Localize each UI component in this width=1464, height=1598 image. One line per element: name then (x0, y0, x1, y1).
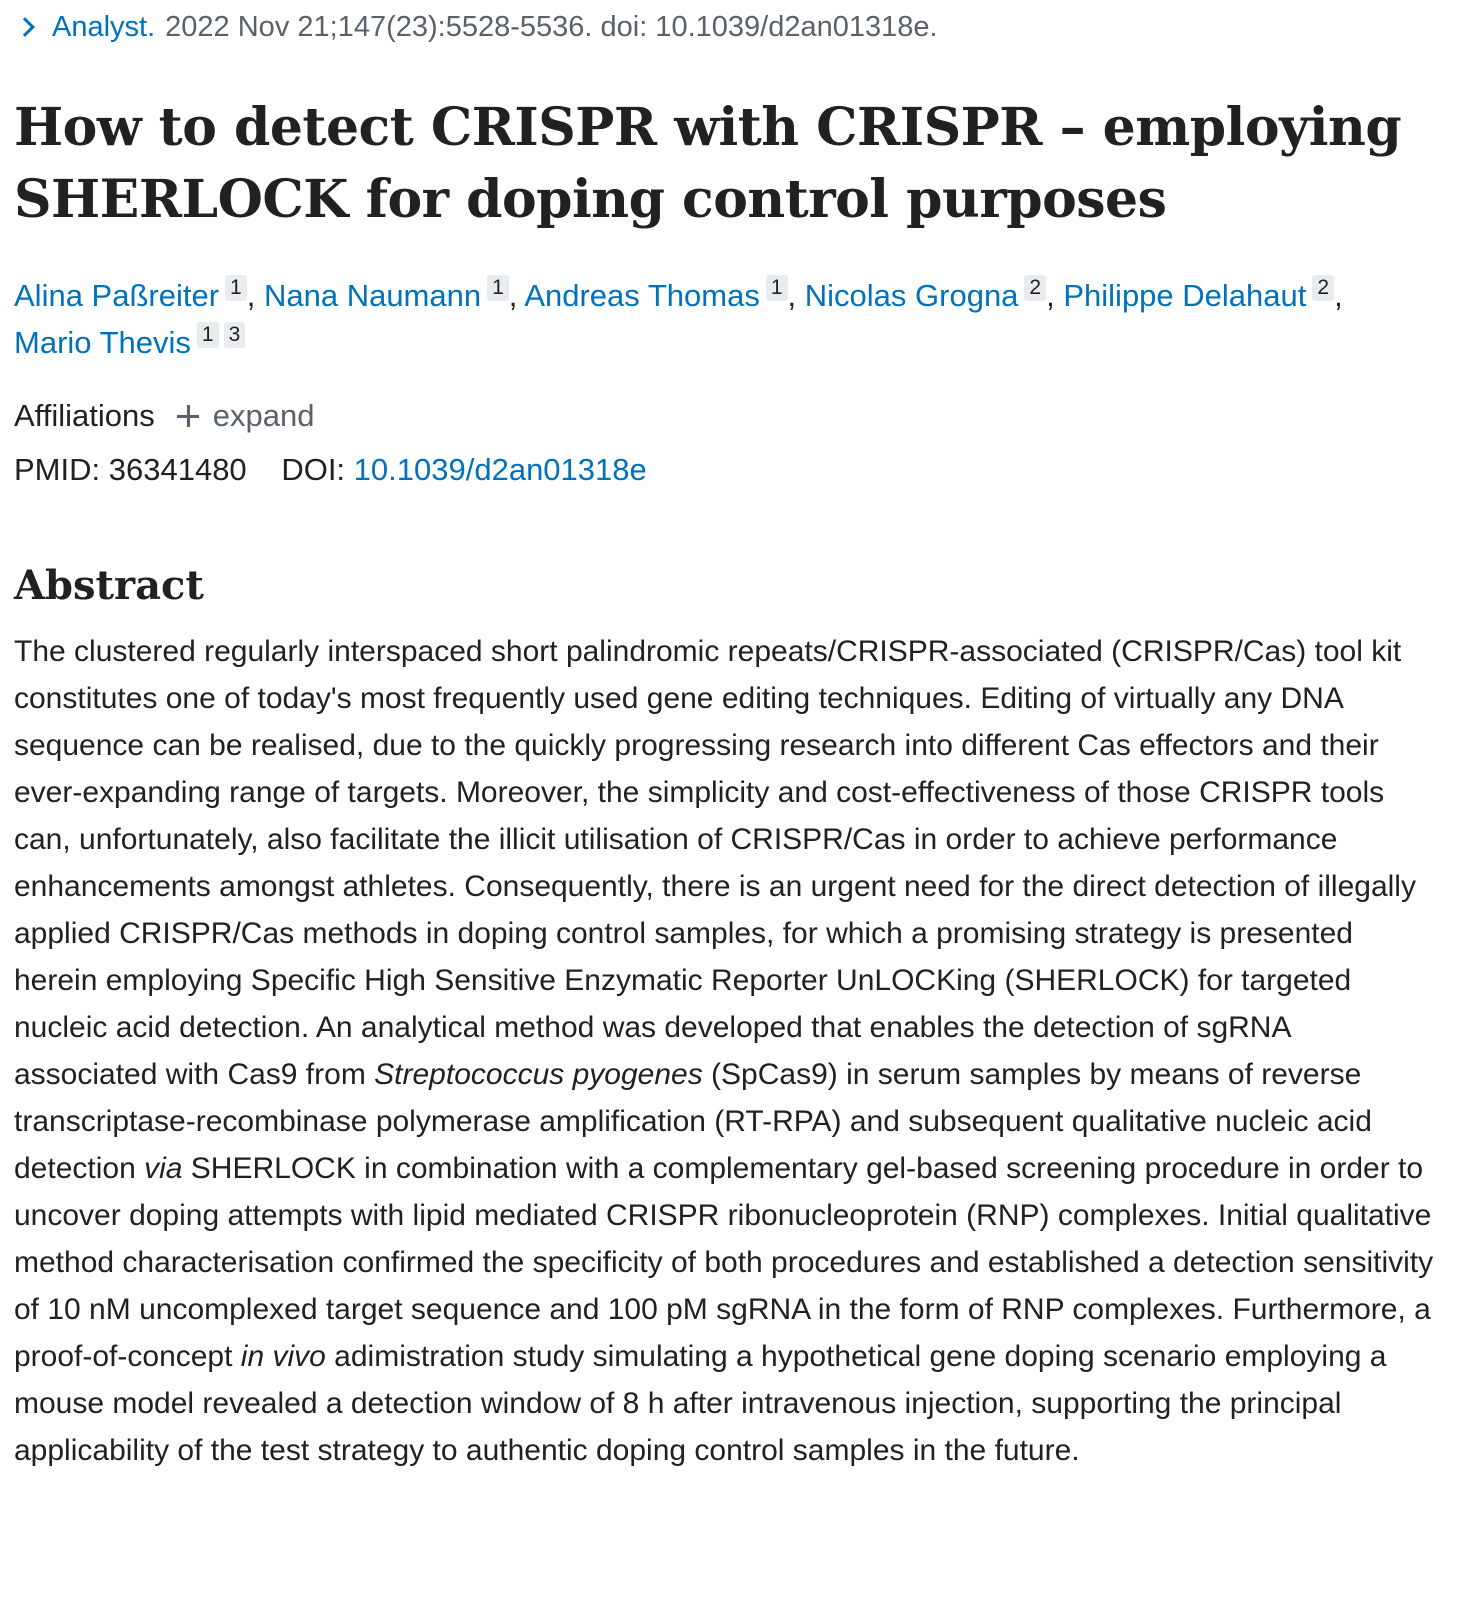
affiliation-ref[interactable]: 1 (766, 275, 788, 301)
affiliation-ref[interactable]: 1 (197, 322, 219, 348)
expand-affiliations-button[interactable] (177, 394, 315, 438)
abstract-body (14, 628, 1434, 1474)
author-link[interactable]: Andreas Thomas (524, 278, 760, 313)
author-item (14, 325, 245, 360)
expand-label: expand (212, 398, 315, 433)
author-item: Andreas Thomas 1 , (524, 276, 797, 313)
abstract-text: The clustered regularly interspaced short palindromic repeats/CRISPR-associated (CRISPR/Cas) tool kit constitutes one of today's most frequently used gene editing techniques. Editing of virtually any DNA sequence can be realised, due to the quickly progressing research into different Cas effectors and their ever-expanding range of targets. Moreover, the simplicity and cost-effectiveness of those CRISPR tools can, unfortunately, also facilitate the illicit utilisation of CRISPR/Cas in order to achieve performance enhancements amongst athletes. Consequently, there is an urgent need for the direct detection of illegally applied CRISPR/Cas methods in doping control samples, for which a promising strategy is presented herein employing Specific High Sensitive Enzymatic Reporter UnLOCKing (SHERLOCK) for targeted nucleic acid detection. An analytical method was developed that enables the detection of sgRNA associated with Cas9 from (14, 635, 1416, 1091)
doi-link[interactable]: 10.1039/d2an01318e (353, 452, 647, 487)
citation-line (14, 0, 1450, 52)
journal-link[interactable]: Analyst. (52, 10, 156, 43)
chevron-right-icon (15, 17, 35, 37)
author-item: Alina Paßreiter 1 , (14, 276, 256, 313)
author-list (14, 272, 1450, 366)
abstract-heading: Abstract (14, 562, 204, 609)
author-link[interactable]: Alina Paßreiter (14, 278, 220, 313)
abstract-text: SHERLOCK in combination with a complementary gel-based screening procedure in order to uncover doping attempts with lipid mediated CRISPR ribonucleoprotein (RNP) complexes. Initial qualitative method characterisation confirmed the specificity of both procedures and established a detection sensitivity of 10 nM uncomplexed target sequence and 100 pM sgRNA in the form of RNP complexes. Furthermore, a proof-of-concept (14, 1152, 1434, 1373)
abstract-text: adimistration study simulating a hypothetical gene doping scenario employing a mouse model revealed a detection window of 8 h after intravenous injection, supporting the principal applicability of the test strategy to authentic doping control samples in the future. (14, 1340, 1387, 1467)
affiliation-ref[interactable]: 1 (487, 275, 509, 301)
abstract-italic: Streptococcus pyogenes (374, 1058, 703, 1091)
identifiers-row (14, 448, 1450, 492)
author-link[interactable]: Mario Thevis (14, 325, 191, 360)
author-link[interactable]: Philippe Delahaut (1063, 278, 1307, 313)
article-title: How to detect CRISPR with CRISPR – employing SHERLOCK for doping control purposes (14, 97, 1402, 230)
affiliations-label: Affiliations (14, 398, 155, 433)
affiliation-ref[interactable]: 1 (225, 275, 247, 301)
pmid-value: 36341480 (108, 452, 247, 487)
author-item: Nicolas Grogna 2 , (804, 276, 1055, 313)
author-link[interactable]: Nana Naumann (263, 278, 482, 313)
doi-label: DOI: (281, 452, 346, 487)
author-item: Nana Naumann 1 , (263, 276, 518, 313)
abstract-italic: via (144, 1152, 183, 1185)
abstract-italic: in vivo (240, 1340, 326, 1373)
citation-details: 2022 Nov 21;147(23):5528-5536. doi: 10.1039/d2an01318e. (165, 10, 938, 43)
plus-icon (177, 405, 199, 427)
author-link[interactable]: Nicolas Grogna (804, 278, 1019, 313)
author-item: Philippe Delahaut 2 , (1063, 276, 1343, 313)
pmid-label: PMID: (14, 452, 101, 487)
affiliation-ref[interactable]: 2 (1312, 275, 1334, 301)
affiliations-row (14, 394, 1450, 438)
abstract-text: (SpCas9) in serum samples by means of reverse transcriptase-recombinase polymerase amplification (RT-RPA) and subsequent qualitative nucleic acid detection (14, 1058, 1372, 1185)
affiliation-ref[interactable]: 2 (1024, 275, 1046, 301)
abstract-paragraph (14, 628, 1434, 1474)
affiliation-ref[interactable]: 3 (224, 322, 246, 348)
